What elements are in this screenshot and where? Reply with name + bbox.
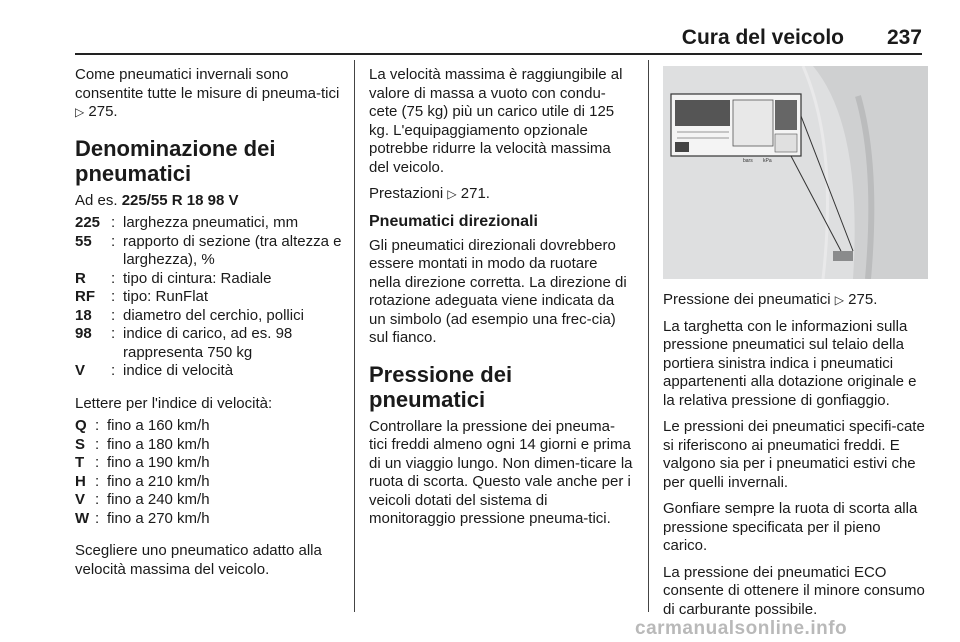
performance-ref: Prestazioni ▷ 271. — [369, 185, 490, 202]
definition-key: W — [75, 509, 90, 527]
definition-row — [75, 510, 343, 529]
page-reference-arrow-icon: ▷ — [834, 293, 844, 307]
intro-paragraph: Come pneumatici invernali sono consentite tutte le misure di pneuma-tici ▷ 275. — [75, 66, 340, 120]
watermark: carmanualsonline.info — [635, 618, 848, 639]
definition-separator: : — [111, 214, 116, 231]
definition-key: V — [75, 491, 86, 508]
closing-paragraph: Scegliere uno pneumatico adatto alla velocità massima del veicolo. — [75, 542, 322, 578]
figure-label-bars: bars — [743, 158, 753, 164]
definition-key: V — [75, 362, 86, 379]
definition-row — [75, 473, 343, 492]
definition-row — [75, 214, 343, 233]
definition-key: 225 — [75, 214, 101, 231]
heading-directional-tires: Pneumatici direzionali — [369, 212, 538, 230]
tire-pressure-label-figure — [663, 66, 928, 279]
column-3 — [663, 66, 928, 627]
speed-intro: Lettere per l'indice di velocità: — [75, 394, 273, 412]
definition-value: rapporto di sezione (tra altezza e larghezza), % — [123, 232, 342, 268]
definition-value: larghezza pneumatici, mm — [123, 214, 299, 231]
definition-row — [75, 325, 343, 362]
column-1 — [75, 66, 343, 587]
definition-key: H — [75, 472, 86, 490]
definition-value: tipo: RunFlat — [123, 288, 209, 305]
definition-separator: : — [95, 454, 100, 471]
figure-caption: Pressione dei pneumatici ▷ 275. — [663, 291, 878, 308]
definition-separator: : — [95, 435, 100, 453]
page-reference-arrow-icon: ▷ — [75, 105, 85, 119]
definition-separator: : — [111, 288, 116, 305]
definition-value: indice di velocità — [123, 362, 234, 379]
designation-list — [75, 214, 343, 381]
spare-wheel-paragraph: Gonfiare sempre la ruota di scorta alla pressione specificata per il pieno carico. — [663, 500, 918, 554]
definition-row — [75, 417, 343, 436]
definition-key: R — [75, 269, 86, 287]
definition-separator: : — [111, 269, 116, 287]
definition-key: RF — [75, 288, 95, 305]
definition-value: fino a 240 km/h — [107, 491, 210, 508]
column-divider-2 — [648, 60, 649, 612]
definition-key: T — [75, 454, 85, 471]
column-divider-1 — [354, 60, 355, 612]
definition-separator: : — [111, 362, 116, 379]
definition-key: 98 — [75, 325, 92, 342]
definition-separator: : — [111, 232, 116, 250]
page-header — [75, 22, 922, 52]
eco-pressure-paragraph: La pressione dei pneumatici ECO consente di ottenere il minore consumo di carburante possibile. — [663, 563, 925, 618]
definition-separator: : — [95, 417, 100, 434]
cold-pressure-paragraph: Le pressioni dei pneumatici specifi-cate si riferiscono ai pneumatici freddi. E valgono sia per i pneumatici estivi che per quelli invernali. — [663, 418, 925, 491]
section-title: Cura del veicolo — [681, 26, 844, 49]
definition-value: fino a 210 km/h — [107, 472, 210, 490]
definition-value: fino a 160 km/h — [107, 417, 210, 434]
definition-key: Q — [75, 417, 87, 434]
heading-tire-designation: Denominazione dei pneumatici — [75, 135, 276, 186]
pressure-paragraph: Controllare la pressione dei pneuma-tici freddi almeno ogni 14 giorni e prima di un viaggio lungo. Non dimen-ticare la ruota di scorta. Questo vale anche per i veicoli dotati del sistema di monitoraggio pressione pneuma-tici. — [369, 417, 633, 527]
definition-row — [75, 233, 343, 270]
definition-separator: : — [95, 472, 100, 490]
definition-row — [75, 307, 343, 326]
definition-value: fino a 270 km/h — [107, 509, 210, 527]
definition-row — [75, 454, 343, 473]
heading-tire-pressure: Pressione dei pneumatici — [369, 361, 513, 412]
definition-value: fino a 180 km/h — [107, 435, 210, 453]
definition-separator: : — [95, 509, 100, 527]
intro-ref: 275. — [88, 103, 118, 120]
definition-separator: : — [95, 491, 100, 508]
door-frame-illustration — [663, 66, 928, 279]
page-number: 237 — [886, 26, 922, 49]
definition-key: S — [75, 435, 86, 453]
definition-key: 18 — [75, 306, 92, 324]
figure-label-kpa: kPa — [763, 158, 772, 164]
definition-row — [75, 288, 343, 307]
label-location-paragraph: La targhetta con le informazioni sulla pressione pneumatici sul telaio della portiera sinistra indica i pneumatici appartenenti alla dotazione originale e la relativa pressione di gonfiaggio. — [663, 317, 917, 409]
definition-value: indice di carico, ad es. 98 rappresenta 750 kg — [123, 325, 293, 361]
definition-separator: : — [111, 325, 116, 342]
definition-row — [75, 491, 343, 510]
example-line: Ad es. 225/55 R 18 98 V — [75, 191, 239, 209]
definition-key: 55 — [75, 232, 92, 250]
definition-row — [75, 362, 343, 381]
speed-index-list — [75, 417, 343, 528]
definition-value: diametro del cerchio, pollici — [123, 306, 304, 324]
definition-value: fino a 190 km/h — [107, 454, 210, 471]
definition-row — [75, 270, 343, 289]
page-reference-arrow-icon: ▷ — [447, 187, 457, 201]
definition-value: tipo di cintura: Radiale — [123, 269, 272, 287]
header-rule — [75, 53, 922, 55]
example-code: 225/55 R 18 98 V — [121, 191, 239, 209]
directional-paragraph: Gli pneumatici direzionali dovrebbero essere montati in modo da ruotare nella direzione corretta. La direzione di rotazione adeguata viene indicata da un simbolo (ad esempio una frec-cia) sul fianco. — [369, 236, 627, 346]
column-2 — [369, 66, 633, 537]
definition-separator: : — [111, 306, 116, 324]
max-speed-paragraph: La velocità massima è raggiungibile al valore di massa a vuoto con condu-cete (75 kg) più un carico utile di 125 kg. L'equipaggiamento opzionale potrebbe ridurre la velocità massima del veicolo. — [369, 66, 623, 176]
definition-row — [75, 436, 343, 455]
